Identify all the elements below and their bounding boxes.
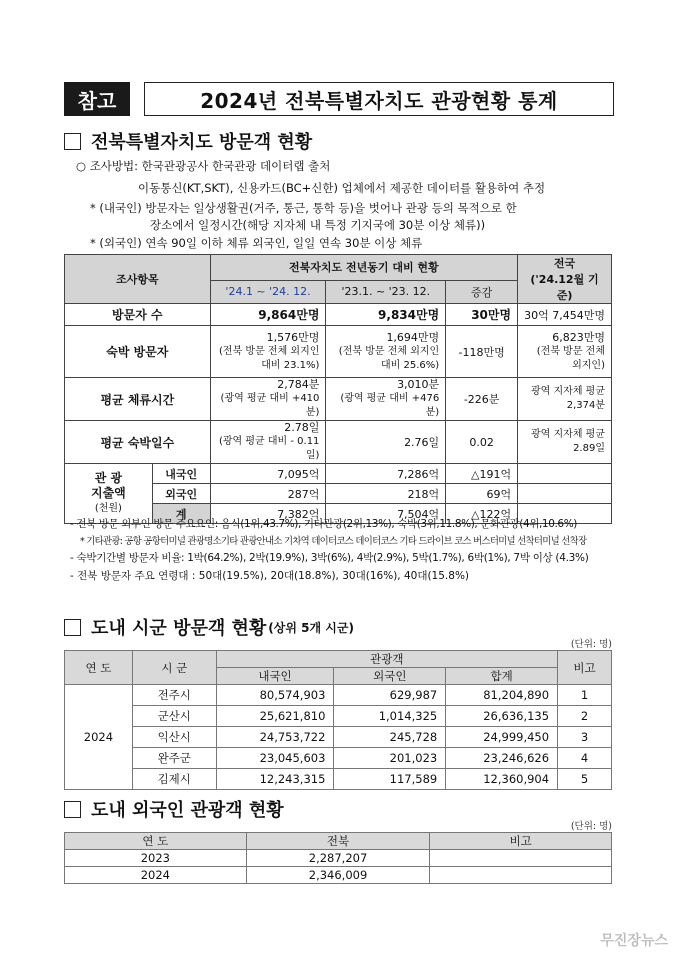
row-label-stay-time: 평균 체류시간 [65, 378, 211, 421]
cell-staytime-diff: -226분 [446, 378, 518, 421]
row-label-overnight: 숙박 방문자 [65, 326, 211, 378]
cell-total-2023: 7,504억 [326, 504, 446, 524]
cell-nights-national: 광역 지자체 평균 2.89일 [518, 421, 612, 464]
header-city: 시 군 [132, 651, 216, 685]
cell-note [430, 850, 612, 867]
cell-staytime-national: 광역 지자체 평균 2,374분 [518, 378, 612, 421]
cell-visitors-diff: 30만명 [446, 304, 518, 326]
header-period-2024: '24.1 ~ '24. 12. [210, 280, 326, 303]
cell-domestic-2024: 7,095억 [210, 464, 326, 484]
cell-city: 김제시 [132, 769, 216, 790]
header-note: 비고 [558, 651, 612, 685]
header-compare: 전북자치도 전년동기 대비 현황 [210, 255, 517, 281]
cell-domestic-national [518, 464, 612, 484]
foreign-visitor-table [64, 832, 612, 884]
cell-overnight-diff: -118만명 [446, 326, 518, 378]
checkbox-bullet-icon [64, 801, 81, 818]
watermark-logo: 무진장뉴스 [600, 933, 668, 949]
header-year: 연 도 [65, 651, 133, 685]
definition-domestic-1: * (내국인) 방문자는 일상생활권(거주, 통근, 통학 등)을 벗어나 관광 등의 목적으로 한 [90, 201, 517, 215]
cell-city: 완주군 [132, 748, 216, 769]
cell-for: 1,014,325 [334, 706, 446, 727]
cell-overnight-2023: 1,694만명 (전북 방문 전체 외지인 대비 25.6%) [326, 326, 446, 378]
cell-domestic-2023: 7,286억 [326, 464, 446, 484]
section-city-title: 도내 시군 방문객 현황 [91, 618, 267, 639]
header-foreign: 외국인 [334, 668, 446, 685]
note-stay-ratio: - 숙박기간별 방문자 비율: 1박(64.2%), 2박(19.9%), 3박(6%), 4박(2.9%), 5박(1.7%), 6박(1%), 7박 이상 (4.3%) [70, 552, 589, 564]
cell-domestic-diff: △191억 [446, 464, 518, 484]
city-unit: (단위: 명) [570, 639, 612, 650]
row-label-domestic: 내국인 [152, 464, 210, 484]
cell-rank: 4 [558, 748, 612, 769]
cell-city: 군산시 [132, 706, 216, 727]
note-visit-factors: - 전북 방문 외부인 방문 주요요인: 음식(1위,43.7%), 기타관광(2위,13%), 숙박(3위,11.8%), 문화관광(4위,10.6%) [70, 518, 577, 530]
cell-city: 전주시 [132, 685, 216, 706]
cell-rank: 3 [558, 727, 612, 748]
reference-tag: 참고 [64, 82, 130, 116]
cell-rank: 2 [558, 706, 612, 727]
cell-nights-2024: 2.78일 (광역 평균 대비 - 0.11일) [210, 421, 326, 464]
cell-dom: 12,243,315 [216, 769, 334, 790]
cell-foreign-2024: 287억 [210, 484, 326, 504]
cell-visitors-2023: 9,834만명 [326, 304, 446, 326]
row-label-visitors: 방문자 수 [65, 304, 211, 326]
cell-foreign-2023: 218억 [326, 484, 446, 504]
cell-sum: 23,246,626 [446, 748, 558, 769]
row-label-total: 계 [152, 504, 210, 524]
cell-dom: 25,621,810 [216, 706, 334, 727]
header-year: 연 도 [65, 833, 247, 850]
cell-nights-diff: 0.02 [446, 421, 518, 464]
cell-for: 245,728 [334, 727, 446, 748]
cell-rank: 5 [558, 769, 612, 790]
section-city-subtitle: (상위 5개 시군) [268, 620, 354, 635]
cell-dom: 23,045,603 [216, 748, 334, 769]
page-title: 2024년 전북특별자치도 관광현황 통계 [144, 82, 614, 116]
row-label-nights: 평균 숙박일수 [65, 421, 211, 464]
cell-overnight-national: 6,823만명 (전북 방문 전체 외지인) [518, 326, 612, 378]
header-tourist: 관광객 [216, 651, 557, 668]
checkbox-bullet-icon [64, 619, 81, 636]
section-foreign-heading [64, 796, 284, 822]
cell-rank: 1 [558, 685, 612, 706]
checkbox-bullet-icon [64, 133, 81, 150]
cell-year: 2024 [65, 867, 247, 884]
visitor-status-table [64, 254, 612, 524]
cell-visitors-2024: 9,864만명 [210, 304, 326, 326]
cell-sum: 81,204,890 [446, 685, 558, 706]
cell-year: 2023 [65, 850, 247, 867]
section-visitor-heading [64, 128, 312, 154]
note-other-tourism: * 기타관광: 공항 공항터미널 관광명소기타 관광안내소 기차역 데이터코스 데이터코스 기타 드라이브 코스 버스터미널 선착터미널 선착장 [80, 536, 587, 547]
header-sum: 합계 [446, 668, 558, 685]
cell-value: 2,346,009 [246, 867, 430, 884]
cell-sum: 24,999,450 [446, 727, 558, 748]
section-visitor-title: 전북특별자치도 방문객 현황 [91, 132, 313, 153]
cell-for: 629,987 [334, 685, 446, 706]
city-visitor-table [64, 650, 612, 790]
cell-city: 익산시 [132, 727, 216, 748]
cell-staytime-2024: 2,784분 (광역 평균 대비 +410분) [210, 378, 326, 421]
header-diff: 증감 [446, 280, 518, 303]
method-line-1: ○ 조사방법: 한국관광공사 한국관광 데이터랩 출처 [76, 159, 331, 173]
cell-for: 117,589 [334, 769, 446, 790]
note-age-groups: - 전북 방문자 주요 연령대 : 50대(19.5%), 20대(18.8%), 30대(16%), 40대(15.8%) [70, 570, 470, 582]
cell-total-2024: 7,382억 [210, 504, 326, 524]
row-label-spending: 관 광 지출액 (천원) [65, 464, 153, 524]
cell-sum: 26,636,135 [446, 706, 558, 727]
cell-visitors-national: 30억 7,454만명 [518, 304, 612, 326]
definition-foreign: * (외국인) 연속 90일 이하 체류 외국인, 일일 연속 30분 이상 체류 [90, 236, 423, 250]
header-domestic: 내국인 [216, 668, 334, 685]
cell-foreign-diff: 69억 [446, 484, 518, 504]
header-note: 비고 [430, 833, 612, 850]
cell-for: 201,023 [334, 748, 446, 769]
cell-foreign-national [518, 484, 612, 504]
header-period-2023: '23.1. ~ '23. 12. [326, 280, 446, 303]
cell-dom: 80,574,903 [216, 685, 334, 706]
header-national: 전국 ('24.12월 기준) [518, 255, 612, 304]
row-label-foreign: 외국인 [152, 484, 210, 504]
header-survey-item: 조사항목 [65, 255, 211, 304]
cell-nights-2023: 2.76일 [326, 421, 446, 464]
definition-domestic-2: 장소에서 일정시간(해당 지자체 내 특정 기지국에 30분 이상 체류)) [150, 218, 486, 232]
cell-year-2024: 2024 [65, 685, 133, 790]
foreign-unit: (단위: 명) [570, 821, 612, 832]
header-jeonbuk: 전북 [246, 833, 430, 850]
cell-dom: 24,753,722 [216, 727, 334, 748]
cell-sum: 12,360,904 [446, 769, 558, 790]
section-foreign-title: 도내 외국인 관광객 현황 [91, 800, 284, 821]
cell-overnight-2024: 1,576만명 (전북 방문 전체 외지인 대비 23.1%) [210, 326, 326, 378]
section-city-heading [64, 614, 354, 640]
cell-total-diff: △122억 [446, 504, 518, 524]
cell-note [430, 867, 612, 884]
method-line-2: 이동통신(KT,SKT), 신용카드(BC+신한) 업체에서 제공한 데이터를 활용하여 추정 [138, 181, 546, 195]
cell-value: 2,287,207 [246, 850, 430, 867]
cell-staytime-2023: 3,010분 (광역 평균 대비 +476분) [326, 378, 446, 421]
